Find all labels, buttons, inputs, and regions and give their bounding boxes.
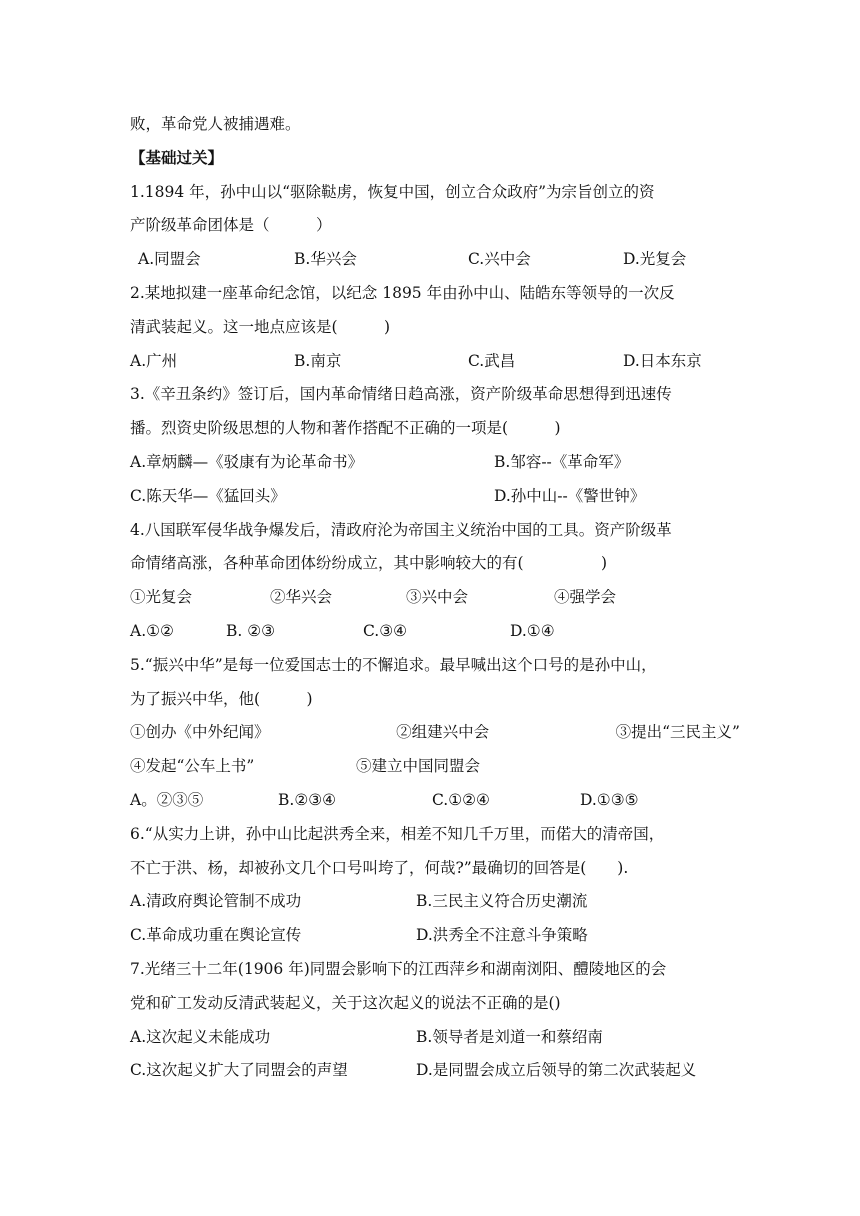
option-row: [130, 446, 740, 480]
question-stem: 不亡于洪、杨，却被孙文几个口号叫垮了，何哉?”最确切的回答是( ).: [130, 858, 629, 877]
option-b: B.三民主义符合历史潮流: [416, 892, 588, 911]
option-a: A.①②: [130, 621, 174, 640]
option-row: [130, 480, 740, 514]
question-7: [130, 953, 740, 1088]
option-a: A.广州: [130, 351, 178, 370]
option-c: C.兴中会: [468, 250, 531, 269]
item-3: ③兴中会: [406, 588, 469, 607]
question-6: [130, 818, 740, 953]
option-b: B.邹容--《革命军》: [494, 452, 630, 471]
option-b: B. ②③: [226, 621, 276, 640]
option-d: D.是同盟会成立后领导的第二次武装起义: [416, 1061, 697, 1080]
question-stem: 2.某地拟建一座革命纪念馆，以纪念 1895 年由孙中山、陆皓东等领导的一次反: [130, 283, 675, 302]
option-d: D.①③⑤: [580, 790, 639, 809]
option-b: B.②③④: [278, 790, 337, 809]
item-row: [130, 581, 740, 615]
question-stem: 7.光绪三十二年(1906 年)同盟会影响下的江西萍乡和湖南浏阳、醴陵地区的会: [130, 959, 667, 978]
option-b: B.领导者是刘道一和蔡绍南: [416, 1027, 603, 1046]
item-row: [130, 716, 740, 750]
question-stem: 播。烈资史阶级思想的人物和著作搭配不正确的一项是( ): [130, 419, 561, 438]
option-row: [130, 885, 740, 919]
question-stem: 1.1894 年，孙中山以“驱除鞑虏，恢复中国，创立合众政府”为宗旨创立的资: [130, 182, 655, 201]
question-stem: 5.“振兴中华”是每一位爱国志士的不懈追求。最早喊出这个口号的是孙中山，: [130, 655, 657, 674]
item-3: ③提出“三民主义”: [615, 723, 740, 742]
question-stem: 产阶级革命团体是（ ）: [130, 216, 332, 235]
intro-text: 败，革命党人被捕遇难。: [130, 115, 301, 133]
question-stem: 命情绪高涨，各种革命团体纷纷成立，其中影响较大的有( ): [130, 554, 608, 573]
question-3: [130, 378, 740, 513]
option-d: D.①④: [510, 621, 555, 640]
question-stem: 党和矿工发动反清武装起义，关于这次起义的说法不正确的是(): [130, 993, 561, 1012]
option-d: D.孙中山--《警世钟》: [494, 486, 646, 505]
option-a: A.这次起义未能成功: [130, 1027, 271, 1046]
option-d: D.光复会: [623, 250, 687, 269]
section-title: 【基础过关】: [130, 148, 224, 167]
item-5: ⑤建立中国同盟会: [356, 757, 481, 776]
option-c: C.①②④: [432, 790, 490, 809]
option-d: D.洪秀全不注意斗争策略: [416, 926, 588, 945]
option-a: A.同盟会: [138, 250, 201, 269]
option-b: B.华兴会: [294, 250, 357, 269]
option-a: A.清政府舆论管制不成功: [130, 892, 302, 911]
question-2: [130, 277, 740, 378]
option-a: A.章炳麟—《驳康有为论革命书》: [130, 452, 364, 471]
option-row: [130, 345, 740, 379]
option-row: [130, 919, 740, 953]
option-c: C.武昌: [468, 351, 516, 370]
option-d: D.日本东京: [623, 351, 702, 370]
question-stem: 6.“从实力上讲，孙中山比起洪秀全来，相差不知几千万里，而偌大的清帝国，: [130, 824, 665, 843]
item-row: [130, 750, 740, 784]
option-c: C.③④: [363, 621, 408, 640]
question-stem: 为了振兴中华，他( ): [130, 689, 313, 708]
question-stem: 清武装起义。这一地点应该是( ): [130, 317, 391, 336]
option-row: [130, 784, 740, 818]
option-row: [130, 243, 740, 277]
question-4: [130, 514, 740, 649]
option-c: C.革命成功重在舆论宣传: [130, 926, 302, 945]
item-2: ②组建兴中会: [396, 723, 490, 742]
option-row: [130, 615, 740, 649]
item-4: ④发起“公车上书”: [130, 757, 255, 776]
option-a: A。②③⑤: [130, 790, 204, 809]
question-5: [130, 649, 740, 818]
item-4: ④强学会: [554, 588, 617, 607]
item-1: ①创办《中外纪闻》: [130, 723, 270, 742]
item-2: ②华兴会: [270, 588, 333, 607]
question-stem: 3.《辛丑条约》签订后，国内革命情绪日趋高涨，资产阶级革命思想得到迅速传: [130, 385, 672, 404]
option-row: [130, 1021, 740, 1055]
option-b: B.南京: [294, 351, 342, 370]
question-1: [130, 176, 740, 277]
option-row: [130, 1054, 740, 1088]
item-1: ①光复会: [130, 588, 193, 607]
option-c: C.这次起义扩大了同盟会的声望: [130, 1061, 348, 1080]
option-c: C.陈天华—《猛回头》: [130, 486, 286, 505]
document-page: [130, 108, 740, 1088]
question-stem: 4.八国联军侵华战争爆发后，清政府沦为帝国主义统治中国的工具。资产阶级革: [130, 520, 672, 539]
